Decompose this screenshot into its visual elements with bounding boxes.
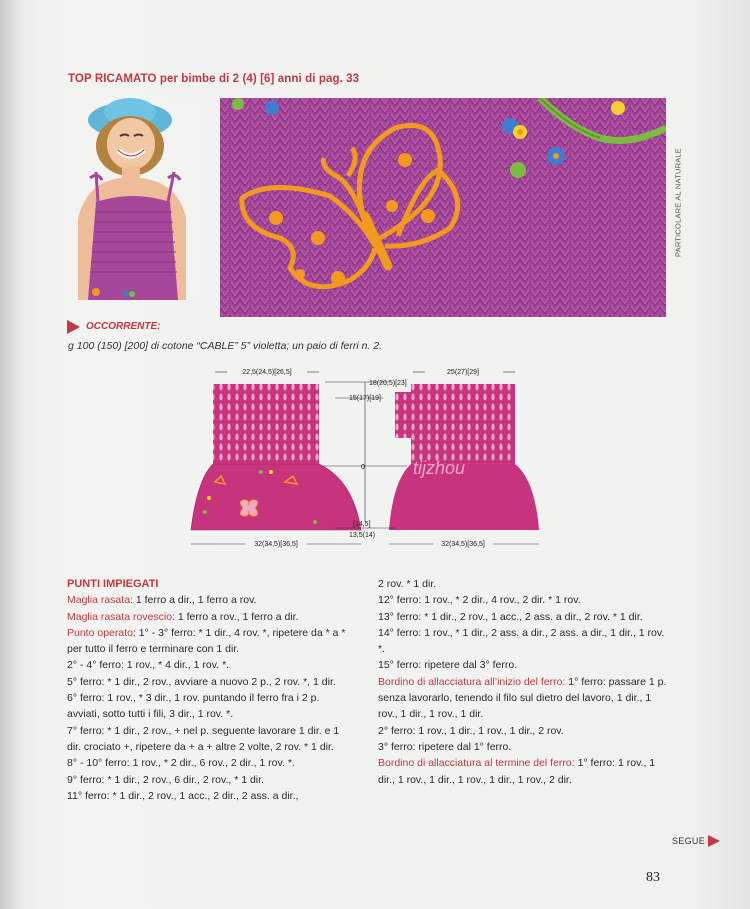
stitch-text: 3° ferro: ripetere dal 1° ferro. (378, 740, 512, 753)
instruction-line (67, 592, 353, 608)
materials-label: OCCORRENTE: (86, 321, 161, 332)
back-piece (389, 384, 539, 530)
garment-schematic (185, 362, 545, 552)
stitch-text: 2 rov. * 1 dir. (378, 578, 437, 590)
stitch-label: Bordino di allacciatura all’inizio del ferro: (378, 675, 566, 688)
instruction-line: PUNTI IMPIEGATI (67, 578, 159, 590)
instruction-line (378, 674, 668, 723)
stitch-text: 1° - 3° ferro: * 1 dir., 4 rov. *, ripetere da * a * per tutto il ferro e terminare con 1 dir. (67, 626, 346, 656)
dim-top-back: 25(27)[29] (447, 369, 479, 376)
stitch-text: 15° ferro: ripetere dal 3° ferro. (378, 659, 518, 672)
stitch-text: 6° ferro: 1 rov., * 3 dir., 1 rov. puntando il ferro fra i 2 p. avviati, sotto tutti i fili, 3 dir., 1 rov. *. (67, 692, 320, 721)
instruction-line (67, 772, 353, 788)
child-photo (68, 98, 202, 300)
stitch-label: Punto operato: (67, 626, 136, 639)
stitch-label: Maglia rasata rovescio: (67, 610, 175, 623)
dim-side-a: [14,5] (353, 521, 371, 528)
stitch-text: 11° ferro: * 1 dir., 2 rov., 1 acc., 2 dir., 2 ass. a dir., (67, 789, 299, 802)
stitch-text: 7° ferro: * 1 dir., 2 rov., + nel p. seguente lavorare 1 dir. e 1 dir. crociato +, ripetere da + a + altre 2 volte, 2 rov. * 1 dir. (67, 724, 340, 753)
stitch-label: Maglia rasata: (67, 594, 133, 607)
stitch-label: Bordino di allacciatura al termine del ferro: (378, 757, 575, 770)
instruction-line (378, 755, 668, 788)
stitch-text: 13° ferro: * 1 dir., 2 rov., 1 acc., 2 ass. a dir., 2 rov. * 1 dir. (378, 610, 643, 623)
page-number: 83 (646, 870, 660, 885)
stitch-text: 1° ferro: passare 1 p. senza lavorarlo, tenendo il filo sul dietro del lavoro, 1 dir., 1 rov., 1 dir., 1 rov., 1 dir. (378, 675, 667, 721)
instruction-line (67, 788, 353, 804)
detail-label: PARTICOLARE AL NATURALE (673, 148, 683, 257)
instruction-line (67, 674, 353, 690)
dim-height-upper: 15(17)[19] (349, 395, 381, 402)
instruction-line (67, 657, 353, 673)
front-piece (191, 384, 361, 530)
instruction-line (378, 576, 668, 592)
instruction-line (67, 690, 353, 723)
dim-bottom-front: 32(34,5)[36,5] (254, 541, 298, 548)
watermark: tijzhou (413, 458, 466, 478)
instruction-line (378, 739, 668, 755)
stitch-text: 9° ferro: * 1 dir., 2 rov., 6 dir., 2 rov., * 1 dir. (67, 773, 264, 786)
instruction-line (67, 755, 353, 771)
instructions-column-right (378, 576, 668, 788)
instruction-line (67, 723, 353, 756)
stitch-text: 1 ferro a rov., 1 ferro a dir. (174, 610, 299, 623)
dim-top-front: 22,5(24,5)[26,5] (242, 369, 292, 376)
dim-height-total: 18(20,5)[23] (369, 380, 407, 387)
section-arrow-icon (67, 320, 80, 334)
embroidery-swatch-photo (220, 98, 666, 317)
instruction-line (67, 609, 353, 625)
dim-bottom-back: 32(34,5)[36,5] (441, 541, 485, 548)
stitch-text: 1 ferro a dir., 1 ferro a rov. (132, 594, 257, 607)
instruction-line (378, 723, 668, 739)
instruction-line (67, 625, 353, 658)
instruction-line (378, 592, 668, 608)
instruction-line (378, 609, 668, 625)
dim-zero: 0 (361, 464, 365, 471)
continue-label: SEGUE (672, 836, 706, 846)
stitch-text: 12° ferro: 1 rov., * 2 dir., 4 rov., 2 dir. * 1 rov. (378, 594, 581, 607)
instruction-line (378, 625, 668, 658)
continue-arrow-icon (708, 835, 720, 847)
stitch-text: 2° ferro: 1 rov., 1 dir., 1 rov., 1 dir., 2 rov. (378, 724, 564, 737)
stitch-text: 14° ferro: 1 rov., * 1 dir., 2 ass. a dir., 2 ass. a dir., 1 dir., 1 rov. *. (378, 626, 665, 656)
stitch-text: 8° - 10° ferro: 1 rov., * 2 dir., 6 rov., 2 dir., 1 rov. *. (67, 757, 295, 770)
stitch-text: 2° - 4° ferro: 1 rov., * 4 dir., 1 rov. *. (67, 659, 230, 672)
materials-text: g 100 (150) [200] di cotone “CABLE” 5” violetta; un paio di ferri n. 2. (68, 340, 383, 352)
instructions-column-left (67, 576, 353, 804)
page-title: TOP RICAMATO per bimbe di 2 (4) [6] anni di pag. 33 (68, 73, 360, 85)
stitch-text: 5° ferro: * 1 dir., 2 rov., avviare a nuovo 2 p., 2 rov. *, 1 dir. (67, 675, 336, 688)
stitch-text: 1° ferro: 1 rov., 1 dir., 1 rov., 1 dir., 1 rov., 1 dir., 1 rov., 2 dir. (378, 757, 656, 786)
instruction-line (378, 657, 668, 673)
dim-side-b: 13,5(14) (349, 532, 376, 539)
